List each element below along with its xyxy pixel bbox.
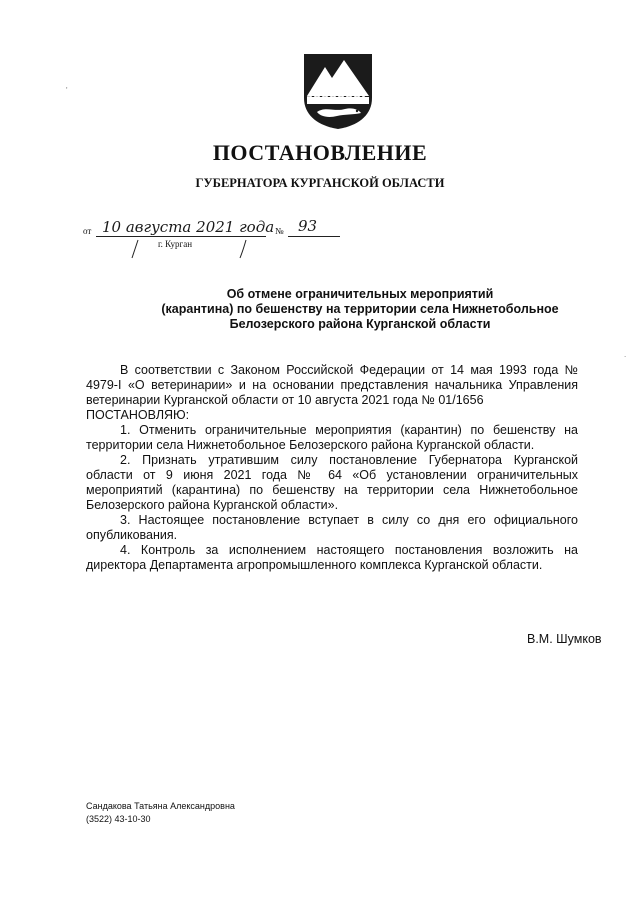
contact-phone: (3522) 43-10-30 [86,814,151,824]
handwritten-date: 10 августа 2021 года [102,218,275,236]
resolve-statement: ПОСТАНОВЛЯЮ: [86,408,190,422]
date-underline [96,236,266,237]
heading-line: Об отмене ограничительных мероприятий [226,287,494,301]
heading-line: (карантина) по бешенству на территории села Нижнетобольное [161,302,559,316]
handwritten-number: 93 [298,217,318,235]
date-from-label: от [83,226,92,236]
preamble-paragraph: В соответствии с Законом Российской Федерации от 14 мая 1993 года № 4979-I «О ветеринарии» и на основании представления начальника Управления ветеринарии Курганской области от 10 августа 2021 года № 01/1656 [86,363,578,407]
resolution-item: 2. Признать утратившим силу постановление Губернатора Курганской области от 9 июня 2021 года № 64 «Об установлении ограничительных мероприятий (карантина) по бешенству на территории села Нижнетобольное Белозерского района Курганской области». [86,453,578,512]
number-underline [288,236,340,237]
resolution-item: 1. Отменить ограничительные мероприятия (карантин) по бешенству на территории села Нижнетобольное Белозерского района Курганской области. [86,423,578,452]
city-label: г. Курган [158,239,193,249]
document-title: ПОСТАНОВЛЕНИЕ [212,140,428,165]
scan-speck: ' [66,86,68,95]
contact-name: Сандакова Татьяна Александровна [86,801,235,811]
scan-speck: . [624,350,627,359]
number-label: № [275,226,284,236]
resolution-body [86,363,578,573]
document-subtitle: ГУБЕРНАТОРА КУРГАНСКОЙ ОБЛАСТИ [195,176,445,190]
resolution-item: 4. Контроль за исполнением настоящего постановления возложить на директора Департамента агропромышленного комплекса Курганской области. [86,543,578,572]
handwriting-strokes [120,238,260,260]
coat-of-arms-icon [301,52,375,130]
resolution-heading [140,287,580,332]
heading-line: Белозерского района Курганской области [229,317,491,331]
resolution-item: 3. Настоящее постановление вступает в силу со дня его официального опубликования. [86,513,578,542]
contact-block [86,800,235,826]
signer-name: В.М. Шумков [527,632,602,646]
